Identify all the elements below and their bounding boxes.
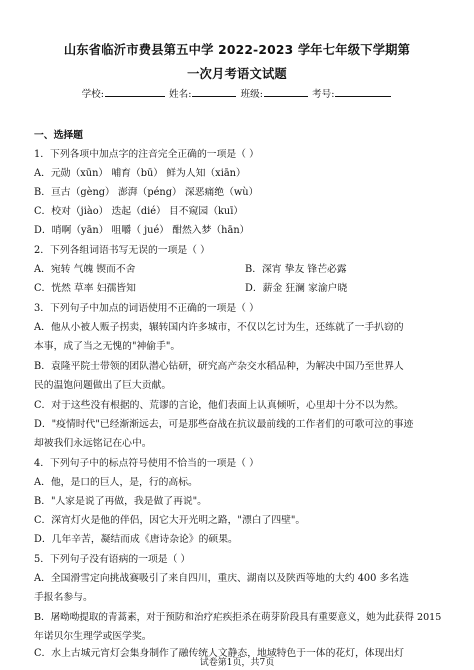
- q1-option-a: A．元勋（xūn） 哺育（bū） 鲜为人知（xiān）: [34, 168, 246, 179]
- q2-option-c: C．恍然 草率 妇孺皆知: [34, 283, 136, 294]
- q3-stem: 3．下列句子中加点的词语使用不正确的一项是（ ）: [34, 303, 259, 314]
- q2-option-d: D．薪金 狂澜 家渝户晓: [245, 283, 348, 294]
- q3-option-d-line2: 却被我们永远铭记在心中。: [34, 438, 152, 449]
- number-field[interactable]: [335, 87, 391, 97]
- q5-stem: 5．下列句子没有语病的一项是（ ）: [34, 554, 191, 565]
- q3-option-d-line1: D．"疫情时代"已经渐渐远去，可是那些奋战在抗议最前线的工作者们的可歌可泣的事迹: [34, 419, 414, 430]
- q2-option-a: A．宛转 气魄 锲而不舍: [34, 264, 136, 275]
- school-label: 学校:: [81, 89, 104, 100]
- title-line-1: 山东省临沂市费县第五中学 2022-2023 学年七年级下学期第: [63, 43, 411, 57]
- title-line-2: 一次月考语文试题: [187, 67, 287, 81]
- q5-option-b-line1: B．屠呦呦提取的青蒿素，对于预防和治疗疟疾拒杀在萌芽阶段具有重要意义，她为此获得 2015: [34, 612, 442, 623]
- q5-option-c-line1: C．水上古城元宵灯会集身制作了融传统人文静态，地域特色于一体的花灯，体现出灯: [34, 648, 404, 659]
- q3-option-a-line1: A．他从小被人贩子拐卖，辗转国内许多城市，不仅以乞讨为生，还练就了一手扒窃的: [34, 322, 404, 333]
- q5-option-b-line2: 年诺贝尔生理学或医学奖。: [34, 631, 152, 642]
- q4-option-c: C．深宵灯火是他的伴侣，因它大开光明之路，"漂白了四壁"。: [34, 515, 306, 526]
- q4-option-b: B．"人家是说了再做，我是做了再说"。: [34, 496, 207, 507]
- student-info: [0, 86, 474, 100]
- q3-option-b-line1: B．袁隆平院士带领的团队潜心钻研，研究高产杂交水稻品种，为解决中国乃至世界人: [34, 361, 404, 372]
- section-heading: 一、选择题: [34, 130, 83, 141]
- q2-stem: 2．下列各组词语书写无误的一项是（ ）: [34, 245, 210, 256]
- q5-option-a-line2: 手报名参与。: [34, 592, 93, 603]
- q1-option-b: B．亘古（gèng） 澎湃（péng） 深恶痛绝（wù）: [34, 187, 259, 198]
- q1-option-d: D．哨啊（yān） 咀嚼（ jué） 酣然入梦（hān）: [34, 225, 250, 236]
- q4-option-a: A．他，是口的巨人，是，行的高标。: [34, 477, 198, 488]
- q2-option-b: B．深宵 挚友 锋芒必露: [245, 264, 347, 275]
- school-field[interactable]: [105, 87, 165, 97]
- number-label: 考号:: [312, 89, 335, 100]
- name-label: 姓名:: [169, 89, 192, 100]
- name-field[interactable]: [192, 87, 236, 97]
- class-field[interactable]: [264, 87, 308, 97]
- q4-stem: 4．下列句子中的标点符号使用不恰当的一项是（ ）: [34, 458, 259, 469]
- q4-option-d: D．几年辛苦，凝结而成《唐诗杂论》的硕果。: [34, 534, 238, 545]
- q5-option-a-line1: A．全国滑雪定向挑战赛吸引了来自四川，重庆、湖南以及陕西等地的大约 400 多名选: [34, 573, 409, 584]
- class-label: 班级:: [240, 89, 263, 100]
- q3-option-a-line2: 本事，成了当之无愧的"神偷手"。: [34, 341, 181, 352]
- page-footer: 试卷第1页，共7页: [199, 658, 275, 668]
- q1-option-c: C．校对（jiào） 迭起（dié） 目不窥园（kuī）: [34, 206, 244, 217]
- q1-stem: 1．下列各项中加点字的注音完全正确的一项是（ ）: [34, 149, 259, 160]
- q3-option-b-line2: 民的温饱问题做出了巨大贡献。: [34, 380, 172, 391]
- q3-option-c: C．对于这些没有根据的、荒谬的言论，他们表面上认真倾听，心里却十分不以为然。: [34, 400, 404, 411]
